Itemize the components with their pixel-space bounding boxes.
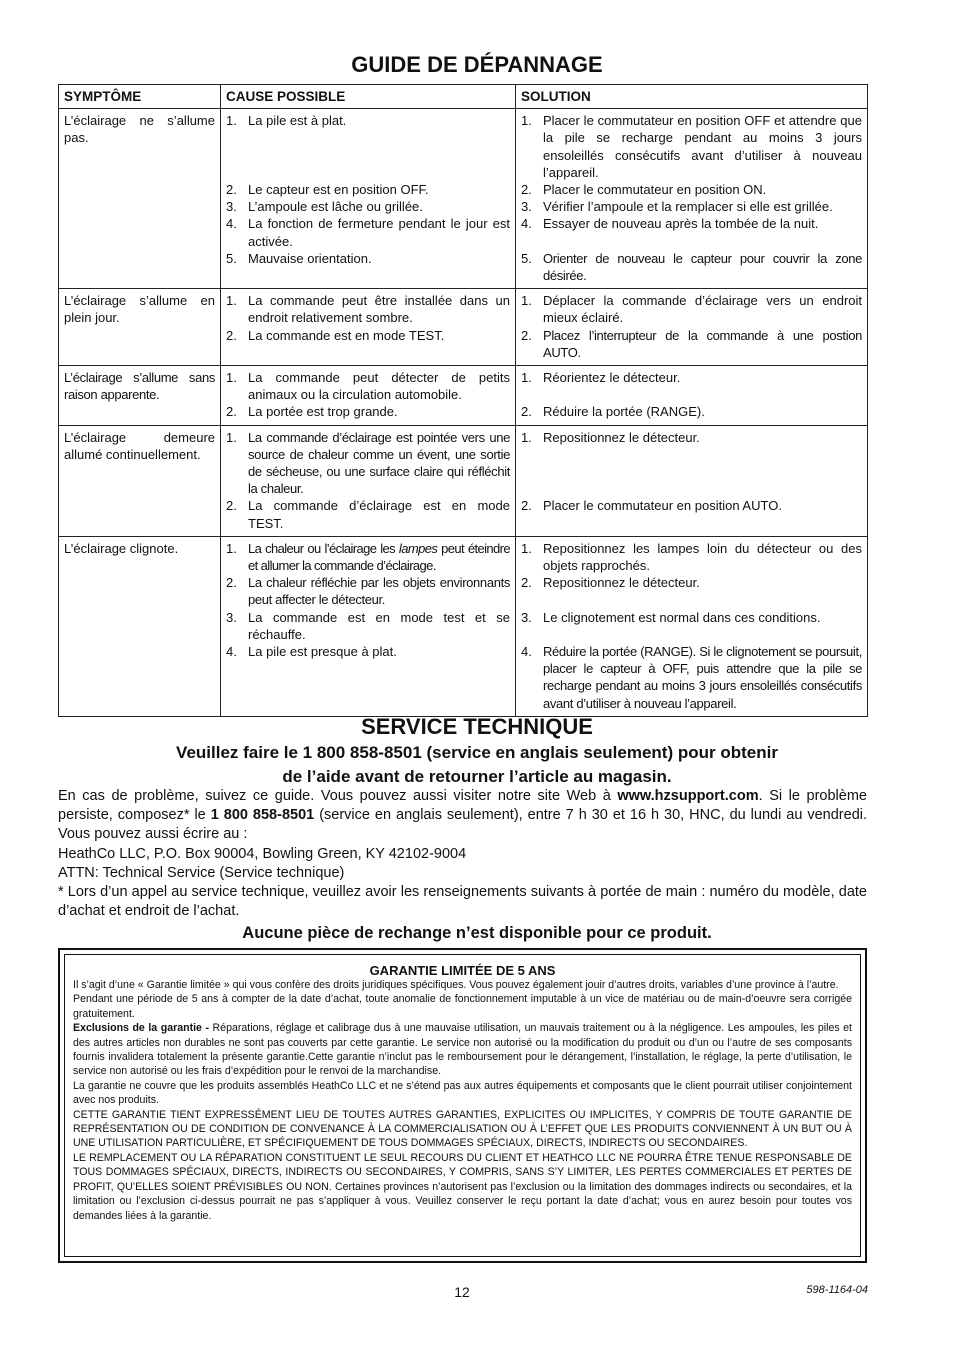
list-item: 2. Placer le commutateur en position ON. [521, 182, 767, 198]
call-line-2: de l’aide avant de retourner l’article au magasin. [282, 767, 672, 786]
support-website: www.hzsupport.com [617, 788, 759, 804]
list-item: 1. Déplacer la commande d’éclairage vers un endroit mieux éclairé. [521, 293, 862, 326]
symptom-cell [59, 425, 221, 536]
list-item: 1. La chaleur ou l’éclairage les lampes peut éteindre et allumer la commande d’éclairage. [226, 540, 510, 574]
symptom-cell [59, 109, 221, 289]
list-item: 1. La commande peut détecter de petits animaux ou la circulation automobile. [226, 370, 510, 403]
list-item: 1. Repositionnez le détecteur. [521, 429, 700, 445]
table-row [59, 536, 868, 716]
list-item: 4. Essayer de nouveau après la tombée de la nuit. [521, 216, 819, 232]
exclusions-label: Exclusions de la garantie - [73, 1022, 209, 1035]
mailing-address: HeathCo LLC, P.O. Box 90004, Bowling Green, KY 42102-9004 [58, 845, 467, 862]
symptom-cell [59, 289, 221, 366]
cause-cell [221, 289, 516, 366]
no-parts-notice: Aucune pièce de rechange n’est disponible pour ce produit. [242, 924, 712, 942]
warranty-paragraph: Il s’agit d’une « Garantie limitée » qui vous confère des droits juridiques spécifiques. Vous pouvez également jouir d’autres droits, variables d’une province à l’autre. [73, 979, 839, 991]
list-item: 2. Le capteur est en position OFF. [226, 182, 429, 197]
cause-cell [221, 109, 516, 289]
service-body [58, 787, 867, 921]
call-line-1: Veuillez faire le 1 800 858-8501 (service en anglais seulement) pour obtenir [176, 743, 778, 762]
solution-cell [516, 289, 868, 366]
header-cause: CAUSE POSSIBLE [221, 85, 516, 109]
solution-cell [516, 109, 868, 289]
table-row [59, 109, 868, 289]
support-phone: 1 800 858-8501 [210, 807, 315, 824]
list-item: 2. La chaleur réfléchie par les objets environnants peut affecter le détecteur. [226, 575, 510, 608]
list-item: 2. Repositionnez le détecteur. [521, 575, 700, 591]
service-paragraph: En cas de problème, suivez ce guide. Vous pouvez aussi visiter notre site Web à www.hzsupport.com. Si le problème persiste, composez* le 1 800 858-8501 (service en anglais seulement), entre 7 h 30 et 16 h 30, HNC, du lundi au vendredi. Vous pouvez aussi écrire au : [58, 788, 868, 843]
table-row [59, 425, 868, 536]
list-item: 2. Placer le commutateur en position AUTO. [521, 498, 782, 514]
troubleshooting-table [58, 84, 868, 717]
list-item: 1. La pile est à plat. [226, 113, 347, 129]
attention-line: ATTN: Technical Service (Service technique) [58, 864, 345, 881]
call-info-note: * Lors d’un appel au service technique, veuillez avoir les renseignements suivants à portée de main : numéro du modèle, date d’achat et endroit de l’achat. [58, 884, 867, 920]
warranty-paragraph: Pendant une période de 5 ans à compter de la date d’achat, toute anomalie de fonctionnement imputable à un vice de matériau ou de main-d’oeuvre sera corrigée gratuitement. [73, 993, 852, 1020]
list-item: 4. La fonction de fermeture pendant le jour est activée. [226, 216, 510, 249]
solution-cell [516, 366, 868, 426]
table-row [59, 366, 868, 426]
symptom-text: L’éclairage s’allume sans raison apparente. [64, 370, 215, 403]
list-item: 1. La commande d’éclairage est pointée vers une source de chaleur comme un évent, une sortie de sécheuse, ou une surface claire qui réfléchit la chaleur. [226, 429, 510, 497]
cause-cell [221, 425, 516, 536]
guide-title: GUIDE DE DÉPANNAGE [351, 52, 603, 77]
list-item: 5. Mauvaise orientation. [226, 250, 372, 266]
list-item: 4. Réduire la portée (RANGE). Si le clignotement se poursuit, placer le capteur à OFF, puis attendre que la pile se recharge pendant au moins 3 jours ensoleillés consécutifs avant d’utiliser à nouveau l’appareil. [521, 644, 862, 711]
warranty-paragraph: Exclusions de la garantie - Réparations, réglage et calibrage dus à une mauvaise utilisation, un mauvais traitement ou à la négligence. Les ampoules, les piles et des autres articles non durables ne sont pas couverts par cette garantie. Le service non autorisé ou la modification du produit ou d’un ou l’autre de ses composants fournis invalidera totalement la présente garantie.Cette garantie n’inclut pas le remboursement pour le dérangement, l’installation, le réglage, la perte d’utilisation, le service non autorisé ou les frais d’expédition pour le renvoi de la marchandise. [73, 1022, 852, 1078]
list-item: 2. Placez l’interrupteur de la commande à une postion AUTO. [521, 327, 862, 360]
warranty-paragraph: LE REMPLACEMENT OU LA RÉPARATION CONSTITUENT LE SEUL RECOURS DU CLIENT ET HEATHCO LLC NE POURRA ÊTRE TENUE RESPONSABLE DE TOUS DOMMAGES SPÉCIAUX, DIRECTS, INDIRECTS OU SECONDAIRES, Y COMPRIS, SANS S’Y LIMITER, LES PERTES COMMERCIALES ET PERTES DE PROFIT, QU’ELLES SOIENT PRÉVISIBLES OU NON. Certaines provinces n’autorisent pas l’exclusion ou la limitation des dommages indirects ou secondaires, et la limitation ou l’exclusion ci-dessus pourrait ne pas s’appliquer à vous. Veuillez conserver le reçu portant la date d’achat; vous en aurez besoin pour toutes vos demandes liées à la garantie. [73, 1151, 852, 1222]
symptom-cell [59, 536, 221, 716]
symptom-text: L’éclairage ne s’allume pas. [64, 113, 215, 146]
list-item: 2. La portée est trop grande. [226, 404, 398, 420]
warranty-title: GARANTIE LIMITÉE DE 5 ANS [369, 963, 556, 978]
solution-cell [516, 536, 868, 716]
warranty-paragraph: CETTE GARANTIE TIENT EXPRESSÉMENT LIEU DE TOUTES AUTRES GARANTIES, EXPLICITES OU IMPLICITES, Y COMPRIS DE TOUTE GARANTIE DE REPRÉSENTATION OU DE CONDITION DE CONVENANCE À LA COMMERCIALISATION OU À L’EFFET QUE LES PRODUITS CONVIENNENT À UN BUT OU À UNE UTILISATION PARTICULIÈRE, ET SPÉCIFIQUEMENT DE TOUS DOMMAGES SPÉCIAUX, DIRECTS, INDIRECTS OU SECONDAIRES. [73, 1108, 852, 1150]
warranty-paragraph: La garantie ne couvre que les produits assemblés HeathCo LLC et ne s’étend pas aux autres équipements et composants que le client pourrait utiliser conjointement avec nos produits. [73, 1079, 852, 1107]
list-item: 4. La pile est presque à plat. [226, 644, 397, 660]
cause-cell [221, 536, 516, 716]
header-solution: SOLUTION [516, 85, 868, 109]
list-item: 2. La commande d’éclairage est en mode TEST. [226, 498, 510, 531]
list-item: 3. L’ampoule est lâche ou grillée. [226, 199, 423, 215]
cause-cell [221, 366, 516, 426]
list-item: 1. Placer le commutateur en position OFF et attendre que la pile se recharge pendant au moins 3 jours ensoleillés consécutifs avant d’utiliser à nouveau l’appareil. [521, 113, 862, 180]
symptom-text: L’éclairage s’allume en plein jour. [64, 293, 215, 326]
symptom-text: L’éclairage demeure allumé continuellement. [64, 429, 215, 462]
list-item: 3. La commande est en mode test et se réchauffe. [226, 609, 510, 642]
list-item: 1. Réorientez le détecteur. [521, 370, 681, 386]
list-item: 3. Vérifier l’ampoule et la remplacer si elle est grillée. [521, 199, 833, 215]
page-number: 12 [454, 1284, 470, 1300]
table-row [59, 289, 868, 366]
symptom-text: L’éclairage clignote. [64, 540, 179, 556]
solution-cell [516, 425, 868, 536]
table-header-row [59, 85, 868, 109]
warranty-box [58, 948, 867, 1263]
document-number: 598-1164-04 [806, 1284, 868, 1296]
list-item: 1. Repositionnez les lampes loin du détecteur ou des objets rapprochés. [521, 540, 862, 574]
list-item: 1. La commande peut être installée dans un endroit relativement sombre. [226, 293, 510, 326]
call-notice [0, 741, 954, 789]
list-item: 5. Orienter de nouveau le capteur pour couvrir la zone désirée. [521, 250, 862, 284]
warranty-inner-frame [64, 954, 861, 1257]
service-title: SERVICE TECHNIQUE [361, 714, 593, 739]
list-item: 2. La commande est en mode TEST. [226, 327, 445, 343]
list-item: 3. Le clignotement est normal dans ces conditions. [521, 609, 821, 625]
list-item: 2. Réduire la portée (RANGE). [521, 404, 705, 420]
header-symptom: SYMPTÔME [59, 85, 221, 109]
symptom-cell [59, 366, 221, 426]
